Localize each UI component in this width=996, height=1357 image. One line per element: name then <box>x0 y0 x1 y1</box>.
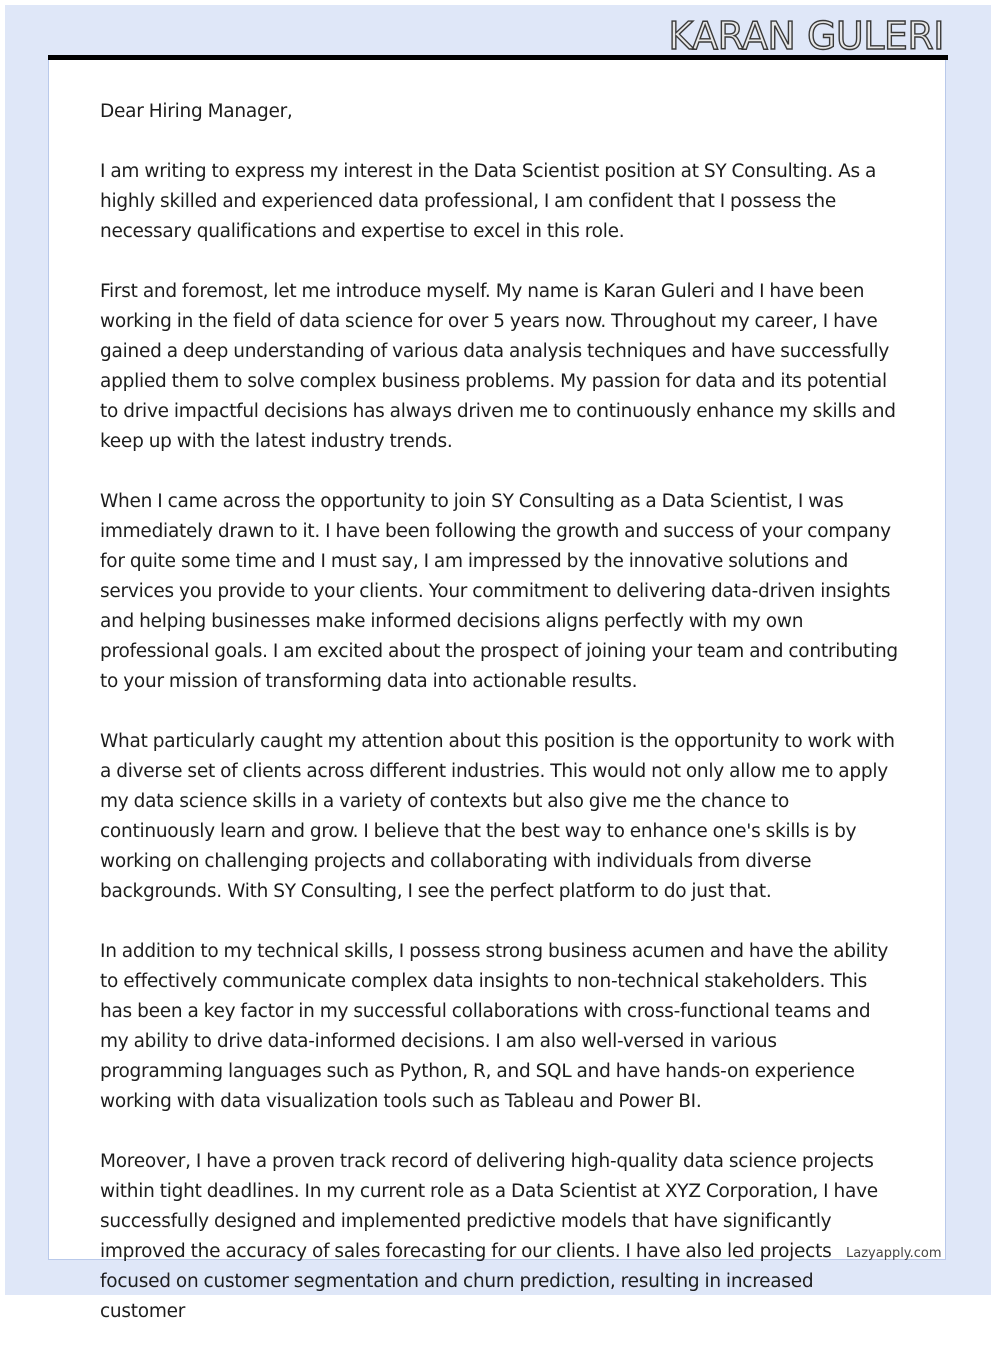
paragraph-introduction: First and foremost, let me introduce myself. My name is Karan Guleri and I have been working in the field of data science for over 5 years now. Throughout my career, I have gained a deep understanding of various data analysis techniques and have successfully applied them to solve complex business problems. My passion for data and its potential to drive impactful decisions has always driven me to continuously enhance my skills and keep up with the latest industry trends. <box>100 281 896 452</box>
paragraph-company-fit: When I came across the opportunity to join SY Consulting as a Data Scientist, I was immediately drawn to it. I have been following the growth and success of your company for quite some time and I must say, I am impressed by the innovative solutions and services you provide to your clients. Your commitment to delivering data-driven insights and helping businesses make informed decisions aligns perfectly with my own professional goals. I am excited about the prospect of joining your team and contributing to your mission of transforming data into actionable results. <box>100 491 898 692</box>
applicant-name: KARAN GULERI <box>668 14 944 58</box>
paragraph-diverse-clients: What particularly caught my attention about this position is the opportunity to work with a diverse set of clients across different industries. This would not only allow me to apply my data science skills in a variety of contexts but also give me the chance to continuously learn and grow. I believe that the best way to enhance one's skills is by working on challenging projects and collaborating with individuals from diverse backgrounds. With SY Consulting, I see the perfect platform to do just that. <box>100 731 895 902</box>
paragraph-interest: I am writing to express my interest in the Data Scientist position at SY Consulting. As a highly skilled and experienced data professional, I am confident that I possess the necessary qualifications and expertise to excel in this role. <box>100 161 877 242</box>
watermark: Lazyapply.com <box>846 1246 942 1261</box>
paragraph-business-skills: In addition to my technical skills, I possess strong business acumen and have the ability to effectively communicate complex data insights to non-technical stakeholders. This has been a key factor in my successful collaborations with cross-functional teams and my ability to drive data-informed decisions. I am also well-versed in various programming languages such as Python, R, and SQL and have hands-on experience working with data visualization tools such as Tableau and Power BI. <box>100 941 889 1112</box>
salutation: Dear Hiring Manager, <box>100 101 293 122</box>
cover-letter-body <box>100 97 900 1357</box>
paragraph-track-record: Moreover, I have a proven track record of delivering high-quality data science projects within tight deadlines. In my current role as a Data Scientist at XYZ Corporation, I have successfully designed and implemented predictive models that have significantly improved the accuracy of sales forecasting for our clients. I have also led projects focused on customer segmentation and churn prediction, resulting in increased customer <box>100 1151 878 1322</box>
